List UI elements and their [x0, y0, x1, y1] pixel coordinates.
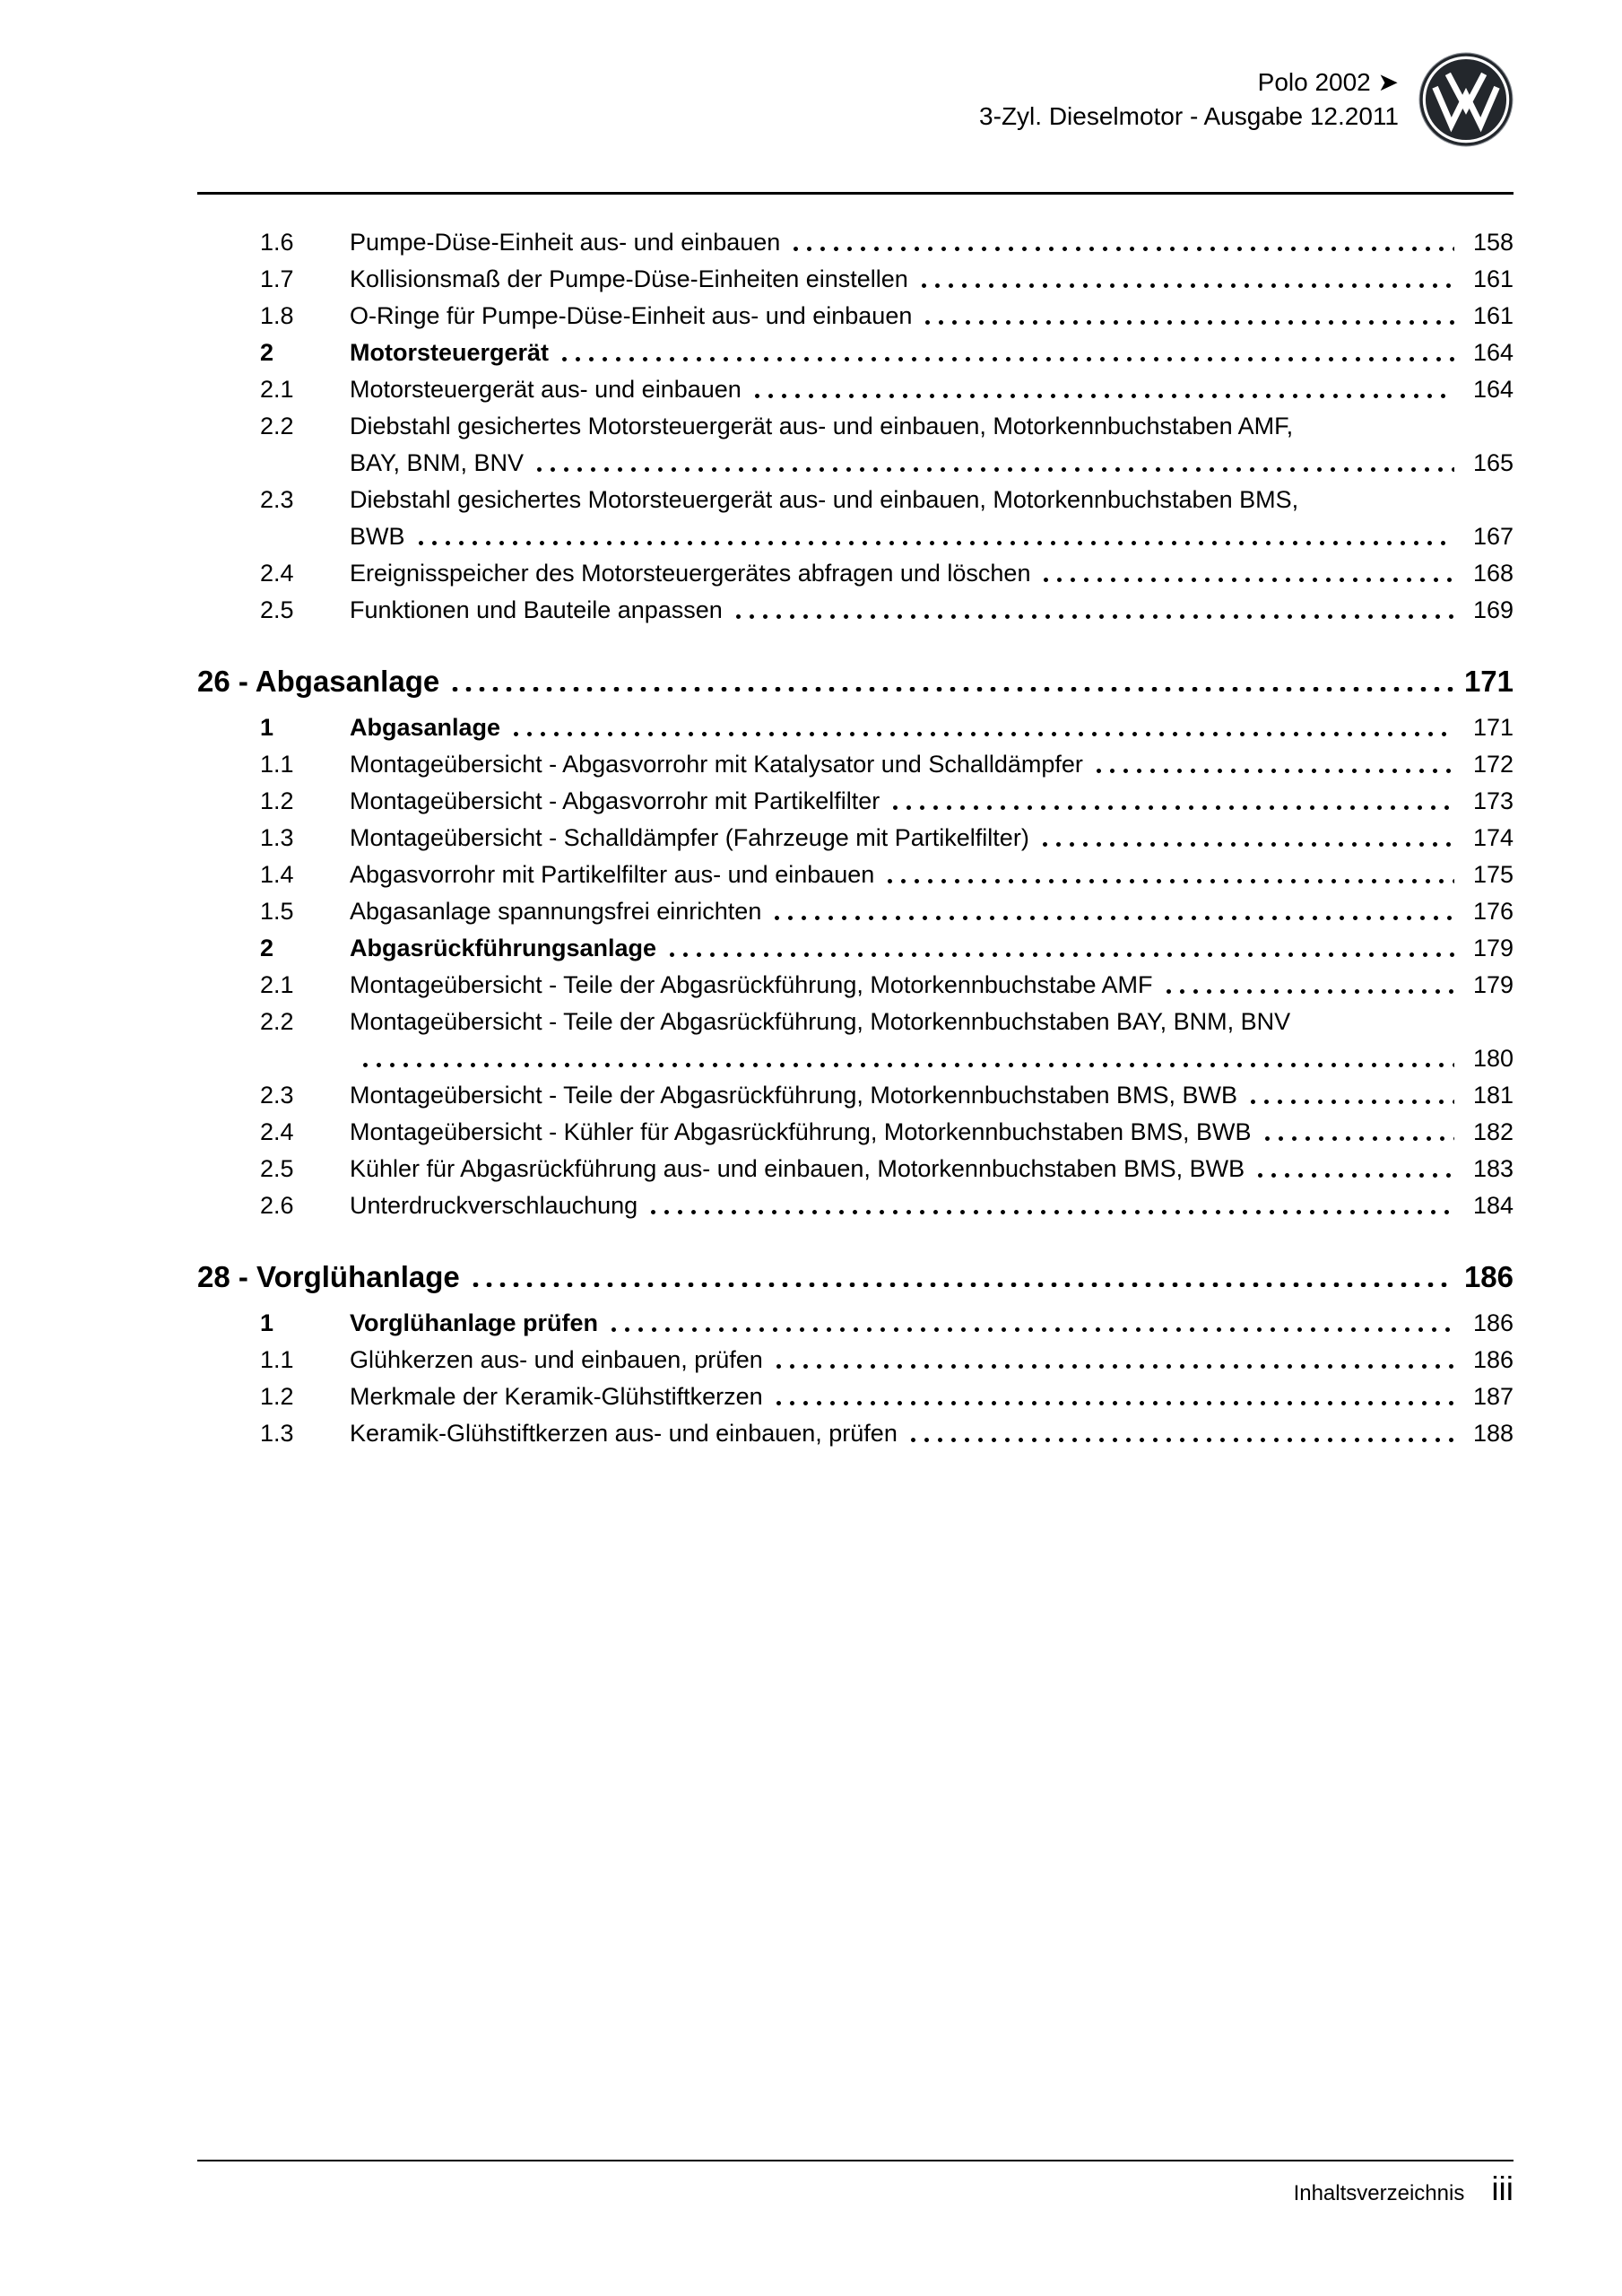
- toc-section: [197, 1257, 1514, 1452]
- footer-page-number: iii: [1491, 2170, 1514, 2207]
- entry-title: Abgasvorrohr mit Partikelfilter aus- und einbauen: [350, 861, 875, 888]
- entry-page-number: 179: [1472, 971, 1514, 998]
- toc-entry-row[interactable]: [197, 967, 1514, 1004]
- entry-number: 2.5: [260, 1155, 294, 1182]
- toc-entry-row[interactable]: [197, 1077, 1514, 1114]
- dots-leader: [789, 224, 1454, 261]
- entry-number: 2.6: [260, 1192, 294, 1219]
- entry-number: 1.1: [260, 751, 294, 778]
- entry-page-number: 165: [1472, 449, 1514, 476]
- toc-entry-row[interactable]: [197, 335, 1514, 371]
- toc-entry-row[interactable]: [197, 555, 1514, 592]
- entry-title: Motorsteuergerät aus- und einbauen: [350, 376, 742, 403]
- entry-mid: [350, 857, 1514, 893]
- section-header-mid: [197, 1257, 1514, 1298]
- entry-number: 2: [260, 339, 274, 366]
- toc-entry-row[interactable]: [197, 857, 1514, 893]
- section-page-number: 171: [1463, 665, 1514, 698]
- entry-number: 1.7: [260, 265, 294, 292]
- header-subtitle: 3-Zyl. Dieselmotor - Ausgabe 12.2011: [979, 102, 1399, 130]
- entry-number: 1.5: [260, 898, 294, 925]
- section-header-mid: [197, 661, 1514, 702]
- entry-mid: [350, 445, 1514, 482]
- header: [197, 52, 1514, 147]
- toc-entry-row[interactable]: [197, 482, 1514, 518]
- toc-entry-row[interactable]: [197, 518, 1514, 555]
- entry-title: Motorsteuergerät: [350, 339, 550, 366]
- section-title: 28 - Vorglühanlage: [197, 1260, 460, 1293]
- dots-leader: [906, 1415, 1454, 1452]
- dots-leader: [1092, 746, 1454, 783]
- toc-entry-row[interactable]: [197, 746, 1514, 783]
- entry-page-number: 168: [1472, 560, 1514, 587]
- header-model: Polo 2002 ➤: [1257, 68, 1399, 96]
- dots-leader: [448, 661, 1454, 702]
- entry-title: Montageübersicht - Abgasvorrohr mit Partikelfilter: [350, 787, 880, 814]
- toc-entry-row[interactable]: [197, 592, 1514, 629]
- toc-section-header[interactable]: [197, 661, 1514, 702]
- toc-section-header[interactable]: [197, 1257, 1514, 1298]
- entry-mid: [350, 298, 1514, 335]
- entry-mid: [350, 518, 1514, 555]
- entry-page-number: 173: [1472, 787, 1514, 814]
- entry-page-number: 180: [1472, 1045, 1514, 1072]
- entry-number: 1: [260, 714, 274, 741]
- entry-mid: [350, 224, 1514, 261]
- toc-entry-row[interactable]: [197, 445, 1514, 482]
- toc-entry-row[interactable]: [197, 1004, 1514, 1040]
- entry-mid: [350, 1151, 1514, 1187]
- entry-page-number: 175: [1472, 861, 1514, 888]
- entry-mid: [350, 1342, 1514, 1378]
- entry-mid: [350, 592, 1514, 629]
- header-rule: [197, 192, 1514, 195]
- entry-page-number: 186: [1472, 1346, 1514, 1373]
- toc-entry-row[interactable]: [197, 1378, 1514, 1415]
- dots-leader: [883, 857, 1454, 893]
- entry-title: Montageübersicht - Schalldämpfer (Fahrzeuge mit Partikelfilter): [350, 824, 1029, 851]
- entry-mid: [350, 408, 1514, 445]
- entry-mid: [350, 482, 1514, 518]
- dots-leader: [1246, 1077, 1454, 1114]
- entry-mid: [350, 1077, 1514, 1114]
- entry-number: 2.2: [260, 413, 294, 439]
- dots-leader: [1039, 555, 1454, 592]
- entry-page-number: 187: [1472, 1383, 1514, 1410]
- entry-page-number: 188: [1472, 1420, 1514, 1447]
- toc-entry-row[interactable]: [197, 709, 1514, 746]
- vw-logo-icon: [1418, 52, 1514, 147]
- toc-section: [197, 661, 1514, 1224]
- entry-title: Diebstahl gesichertes Motorsteuergerät aus- und einbauen, Motorkennbuchstaben AMF,: [350, 413, 1294, 439]
- entry-mid: [350, 783, 1514, 820]
- toc-entry-row[interactable]: [197, 408, 1514, 445]
- toc-entry-row[interactable]: [197, 261, 1514, 298]
- entry-number: 1.4: [260, 861, 294, 888]
- dots-leader: [889, 783, 1454, 820]
- header-text: [979, 65, 1399, 134]
- entry-number: 1.6: [260, 229, 294, 256]
- entry-mid: [350, 335, 1514, 371]
- entry-page-number: 164: [1472, 339, 1514, 366]
- dots-leader: [772, 1378, 1454, 1415]
- entry-title: Pumpe-Düse-Einheit aus- und einbauen: [350, 229, 781, 256]
- entry-number: 2.5: [260, 596, 294, 623]
- dots-leader: [1253, 1151, 1454, 1187]
- dots-leader: [772, 1342, 1454, 1378]
- entry-mid: [350, 1040, 1514, 1077]
- entry-title: Diebstahl gesichertes Motorsteuergerät aus- und einbauen, Motorkennbuchstaben BMS,: [350, 486, 1299, 513]
- entry-mid: [350, 893, 1514, 930]
- entry-mid: [350, 709, 1514, 746]
- entry-title: Unterdruckverschlauchung: [350, 1192, 638, 1219]
- entry-page-number: 161: [1472, 302, 1514, 329]
- dots-leader: [469, 1257, 1454, 1298]
- entry-mid: [350, 820, 1514, 857]
- entry-page-number: 182: [1472, 1118, 1514, 1145]
- toc-entry-row[interactable]: [197, 1305, 1514, 1342]
- dots-leader: [607, 1305, 1454, 1342]
- entry-title: Montageübersicht - Teile der Abgasrückführung, Motorkennbuchstabe AMF: [350, 971, 1153, 998]
- entry-page-number: 176: [1472, 898, 1514, 925]
- entry-number: 1.8: [260, 302, 294, 329]
- footer-rule: [197, 2160, 1514, 2161]
- entry-title: Glühkerzen aus- und einbauen, prüfen: [350, 1346, 763, 1373]
- entry-title-continued: BAY, BNM, BNV: [350, 449, 525, 476]
- dots-leader: [558, 335, 1454, 371]
- entry-mid: [350, 967, 1514, 1004]
- toc-entry-row[interactable]: [197, 224, 1514, 261]
- dots-leader: [917, 261, 1454, 298]
- entry-page-number: 167: [1472, 523, 1514, 550]
- entry-mid: [350, 1378, 1514, 1415]
- entry-page-number: 161: [1472, 265, 1514, 292]
- entry-page-number: 183: [1472, 1155, 1514, 1182]
- entry-title: Merkmale der Keramik-Glühstiftkerzen: [350, 1383, 763, 1410]
- entry-page-number: 179: [1472, 935, 1514, 961]
- dots-leader: [770, 893, 1454, 930]
- dots-leader: [509, 709, 1454, 746]
- dots-leader: [1261, 1114, 1454, 1151]
- entry-number: 2.3: [260, 1082, 294, 1109]
- entry-mid: [350, 930, 1514, 967]
- entry-page-number: 169: [1472, 596, 1514, 623]
- toc-entry-row[interactable]: [197, 298, 1514, 335]
- section-page-number: 186: [1463, 1260, 1514, 1293]
- toc-entry-row[interactable]: [197, 1187, 1514, 1224]
- toc: [197, 224, 1514, 1452]
- entry-title: Montageübersicht - Teile der Abgasrückführung, Motorkennbuchstaben BMS, BWB: [350, 1082, 1238, 1109]
- entry-title: Vorglühanlage prüfen: [350, 1309, 599, 1336]
- entry-page-number: 181: [1472, 1082, 1514, 1109]
- entry-mid: [350, 1305, 1514, 1342]
- toc-entry-row[interactable]: [197, 783, 1514, 820]
- entry-number: 1.3: [260, 824, 294, 851]
- entry-mid: [350, 1114, 1514, 1151]
- entry-page-number: 184: [1472, 1192, 1514, 1219]
- entry-mid: [350, 746, 1514, 783]
- entry-title: Kühler für Abgasrückführung aus- und einbauen, Motorkennbuchstaben BMS, BWB: [350, 1155, 1245, 1182]
- entry-mid: [350, 1415, 1514, 1452]
- entry-number: 1.3: [260, 1420, 294, 1447]
- entry-mid: [350, 261, 1514, 298]
- entry-title: Montageübersicht - Teile der Abgasrückführung, Motorkennbuchstaben BAY, BNM, BNV: [350, 1008, 1291, 1035]
- entry-number: 2.4: [260, 1118, 294, 1145]
- footer: [197, 2170, 1514, 2208]
- entry-number: 2: [260, 935, 274, 961]
- entry-title-continued: BWB: [350, 523, 405, 550]
- entry-page-number: 158: [1472, 229, 1514, 256]
- entry-mid: [350, 1187, 1514, 1224]
- toc-section: [197, 224, 1514, 629]
- entry-title: Abgasrückführungsanlage: [350, 935, 657, 961]
- footer-label: Inhaltsverzeichnis: [1293, 2181, 1465, 2205]
- entry-title: Keramik-Glühstiftkerzen aus- und einbauen, prüfen: [350, 1420, 898, 1447]
- dots-leader: [359, 1040, 1454, 1077]
- toc-entry-row[interactable]: [197, 371, 1514, 408]
- toc-entry-row[interactable]: [197, 1151, 1514, 1187]
- toc-entry-row[interactable]: [197, 1342, 1514, 1378]
- dots-leader: [750, 371, 1454, 408]
- entry-page-number: 186: [1472, 1309, 1514, 1336]
- entry-title: Kollisionsmaß der Pumpe-Düse-Einheiten einstellen: [350, 265, 908, 292]
- entry-mid: [350, 371, 1514, 408]
- entry-number: 1.1: [260, 1346, 294, 1373]
- entry-page-number: 174: [1472, 824, 1514, 851]
- entry-title: Montageübersicht - Abgasvorrohr mit Katalysator und Schalldämpfer: [350, 751, 1083, 778]
- toc-entry-row[interactable]: [197, 820, 1514, 857]
- dots-leader: [1162, 967, 1454, 1004]
- section-title: 26 - Abgasanlage: [197, 665, 440, 698]
- toc-entry-row[interactable]: [197, 1415, 1514, 1452]
- entry-number: 1: [260, 1309, 274, 1336]
- dots-leader: [414, 518, 1454, 555]
- entry-mid: [350, 555, 1514, 592]
- dots-leader: [1038, 820, 1454, 857]
- entry-page-number: 172: [1472, 751, 1514, 778]
- entry-title: O-Ringe für Pumpe-Düse-Einheit aus- und einbauen: [350, 302, 913, 329]
- entry-number: 1.2: [260, 787, 294, 814]
- entry-number: 1.2: [260, 1383, 294, 1410]
- entry-mid: [350, 1004, 1514, 1040]
- entry-page-number: 164: [1472, 376, 1514, 403]
- entry-title: Montageübersicht - Kühler für Abgasrückführung, Motorkennbuchstaben BMS, BWB: [350, 1118, 1252, 1145]
- dots-leader: [665, 930, 1454, 967]
- entry-number: 2.3: [260, 486, 294, 513]
- toc-entry-row[interactable]: [197, 930, 1514, 967]
- entry-title: Abgasanlage spannungsfrei einrichten: [350, 898, 762, 925]
- entry-title: Funktionen und Bauteile anpassen: [350, 596, 723, 623]
- dots-leader: [533, 445, 1454, 482]
- entry-number: 2.4: [260, 560, 294, 587]
- dots-leader: [646, 1187, 1454, 1224]
- entry-number: 2.1: [260, 376, 294, 403]
- toc-entry-row[interactable]: [197, 893, 1514, 930]
- toc-entry-row[interactable]: [197, 1114, 1514, 1151]
- entry-title: Ereignisspeicher des Motorsteuergerätes abfragen und löschen: [350, 560, 1031, 587]
- entry-number: 2.1: [260, 971, 294, 998]
- entry-title: Abgasanlage: [350, 714, 501, 741]
- dots-leader: [732, 592, 1454, 629]
- entry-page-number: 171: [1472, 714, 1514, 741]
- entry-number: 2.2: [260, 1008, 294, 1035]
- toc-entry-row[interactable]: [197, 1040, 1514, 1077]
- dots-leader: [921, 298, 1454, 335]
